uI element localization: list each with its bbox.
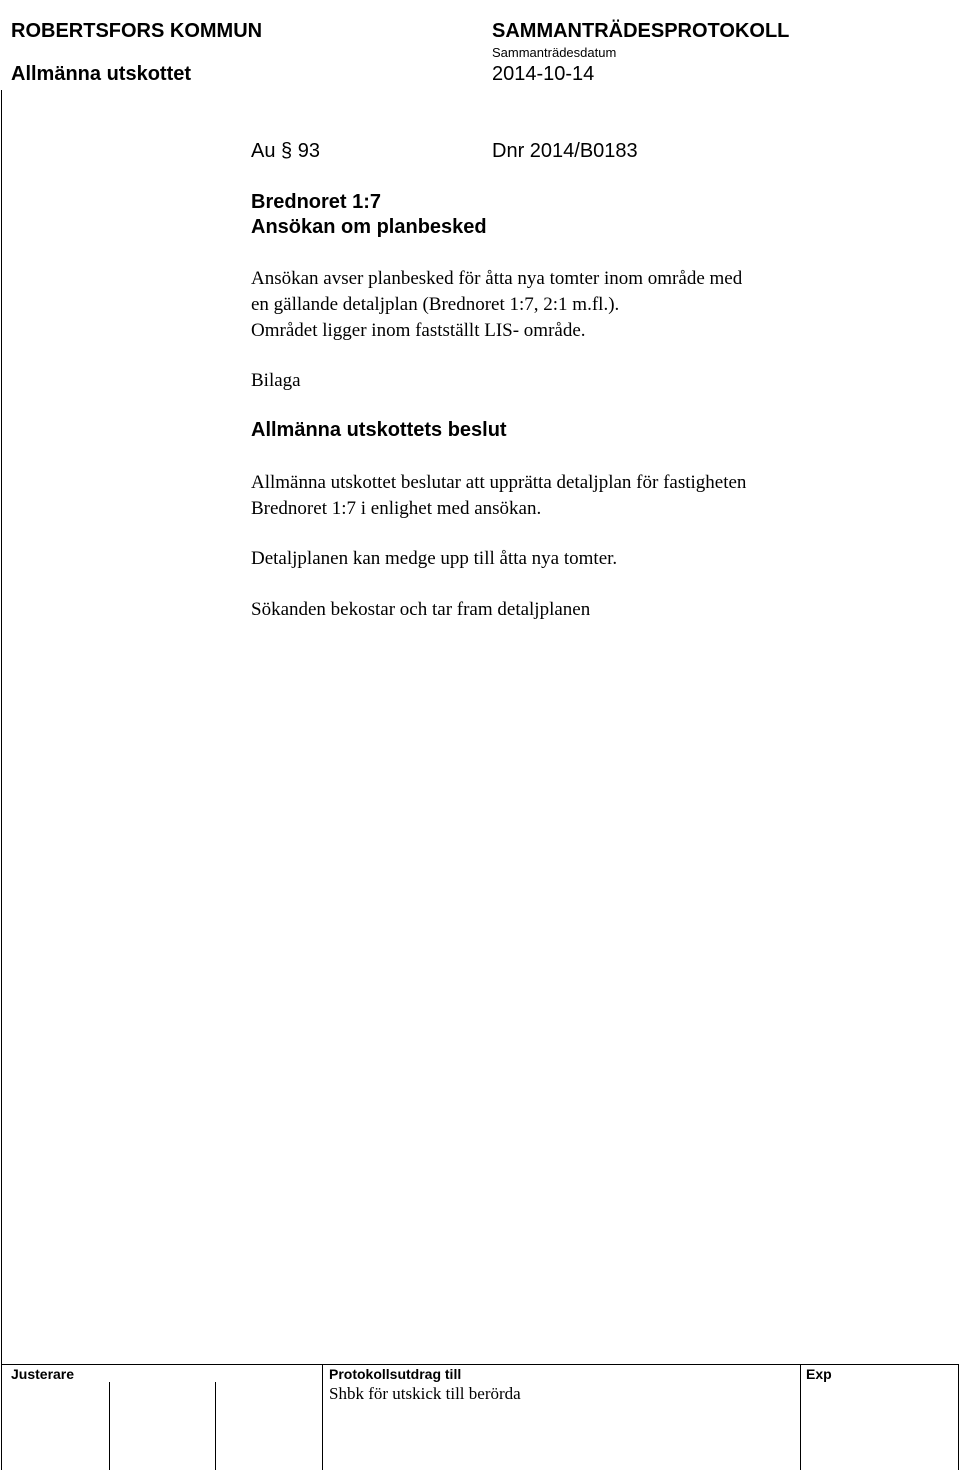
decision-heading: Allmänna utskottets beslut — [251, 419, 507, 441]
footer-divider-exp — [800, 1364, 801, 1470]
decision-line-1: Allmänna utskottet beslutar att upprätta detaljplan för fastigheten — [251, 472, 747, 493]
attachment-label: Bilaga — [251, 370, 301, 391]
footer-divider-adjusters-1 — [109, 1382, 110, 1470]
municipality-name: ROBERTSFORS KOMMUN — [11, 20, 263, 42]
footer-right-border — [958, 1364, 959, 1470]
extract-label: Protokollsutdrag till — [329, 1366, 462, 1382]
description-line-2: en gällande detaljplan (Brednoret 1:7, 2:1 m.fl.). — [251, 294, 620, 315]
item-dnr: Dnr 2014/B0183 — [492, 140, 638, 162]
decision-line-3: Detaljplanen kan medge upp till åtta nya tomter. — [251, 548, 618, 569]
adjusters-label: Justerare — [11, 1366, 75, 1382]
description-line-3: Området ligger inom fastställt LIS- område. — [251, 320, 586, 341]
item-subtitle: Ansökan om planbesked — [251, 216, 487, 238]
meeting-date: 2014-10-14 — [492, 63, 595, 85]
extract-value: Shbk för utskick till berörda — [329, 1384, 521, 1403]
item-title: Brednoret 1:7 — [251, 191, 382, 213]
footer-left-border — [1, 1364, 2, 1470]
footer-divider-adjusters-2 — [215, 1382, 216, 1470]
description-line-1: Ansökan avser planbesked för åtta nya tomter inom område med — [251, 268, 743, 289]
document-type: SAMMANTRÄDESPROTOKOLL — [492, 20, 790, 42]
decision-line-2: Brednoret 1:7 i enlighet med ansökan. — [251, 498, 542, 519]
decision-line-4: Sökanden bekostar och tar fram detaljplanen — [251, 599, 591, 620]
committee-name: Allmänna utskottet — [11, 63, 192, 85]
item-number: Au § 93 — [251, 140, 320, 162]
footer-divider-extract — [322, 1364, 323, 1470]
exp-label: Exp — [806, 1366, 832, 1382]
footer-top-border — [1, 1364, 959, 1365]
meeting-date-label: Sammanträdesdatum — [492, 45, 617, 60]
page-left-border — [1, 90, 2, 1365]
